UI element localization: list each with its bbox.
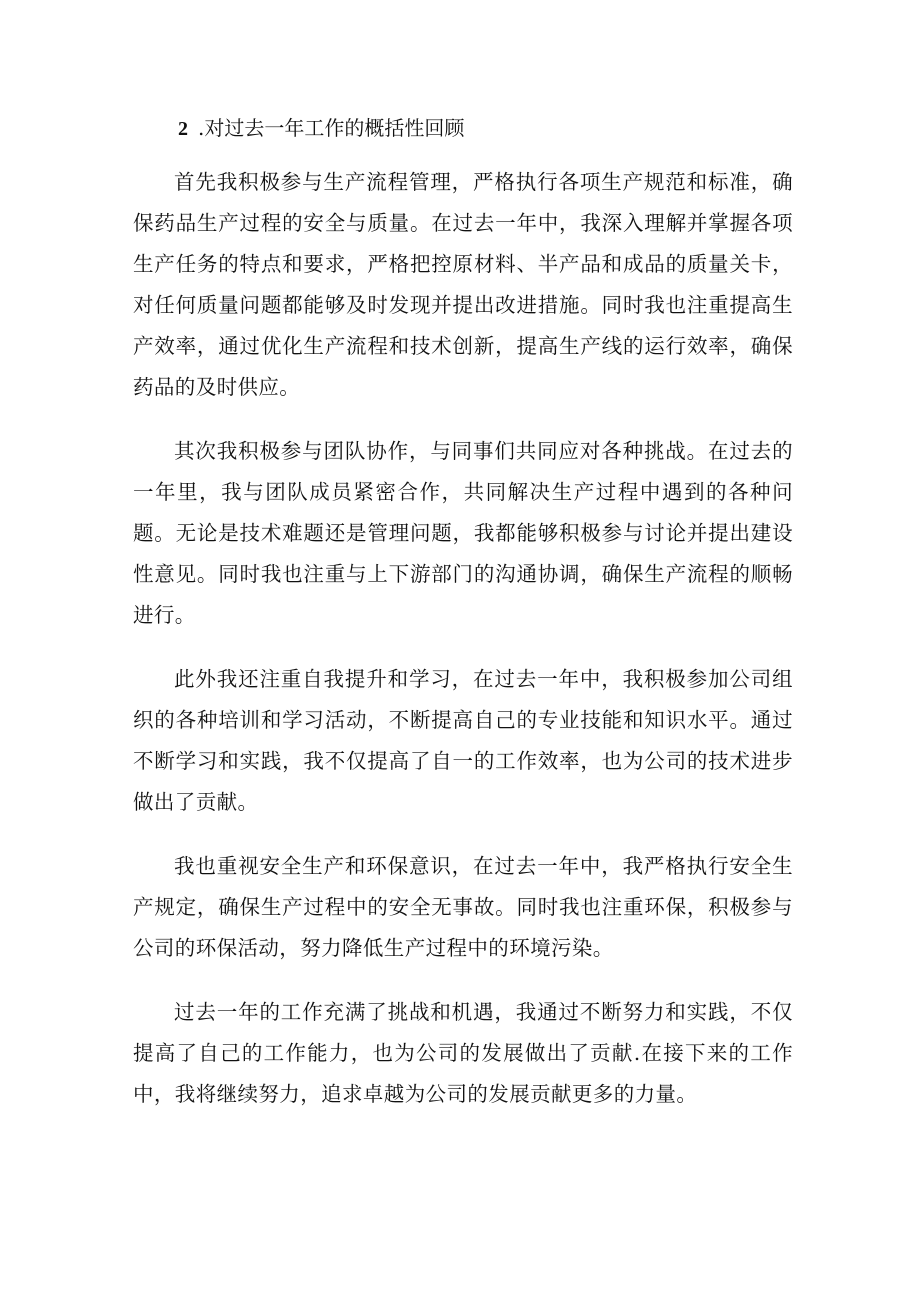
paragraph-safety-environment: 我也重视安全生产和环保意识，在过去一年中，我严格执行安全生产规定，确保生产过程中的安全无事故。同时我也注重环保，积极参与公司的环保活动，努力降低生产过程中的环境污染。 [133,854,793,960]
document-content [133,113,793,1138]
paragraph-summary: 过去一年的工作充满了挑战和机遇，我通过不断努力和实践，不仅提高了自己的工作能力，也为公司的发展做出了贡献.在接下来的工作中，我将继续努力，追求卓越为公司的发展贡献更多的力量。 [133,1000,793,1106]
paragraph-self-improvement: 此外我还注重自我提升和学习，在过去一年中，我积极参加公司组织的各种培训和学习活动，不断提高自己的专业技能和知识水平。通过不断学习和实践，我不仅提高了自一的工作效率，也为公司的技术进步做出了贡献。 [133,667,793,814]
paragraph-team-collaboration: 其次我积极参与团队协作，与同事们共同应对各种挑战。在过去的一年里，我与团队成员紧密合作，共同解决生产过程中遇到的各种问题。无论是技术难题还是管理问题，我都能够积极参与讨论并提出建设性意见。同时我也注重与上下游部门的沟通协调，确保生产流程的顺畅进行。 [133,439,793,627]
section-title: .对过去一年工作的概括性回顾 [198,116,465,140]
section-number: 2 [178,118,188,140]
section-heading [133,113,793,144]
paragraph-production-management: 首先我积极参与生产流程管理，严格执行各项生产规范和标准，确保药品生产过程的安全与质量。在过去一年中，我深入理解并掌握各项生产任务的特点和要求，严格把控原材料、半产品和成品的质量关卡，对任何质量问题都能够及时发现并提出改进措施。同时我也注重提高生产效率，通过优化生产流程和技术创新，提高生产线的运行效率，确保药品的及时供应。 [133,170,793,399]
